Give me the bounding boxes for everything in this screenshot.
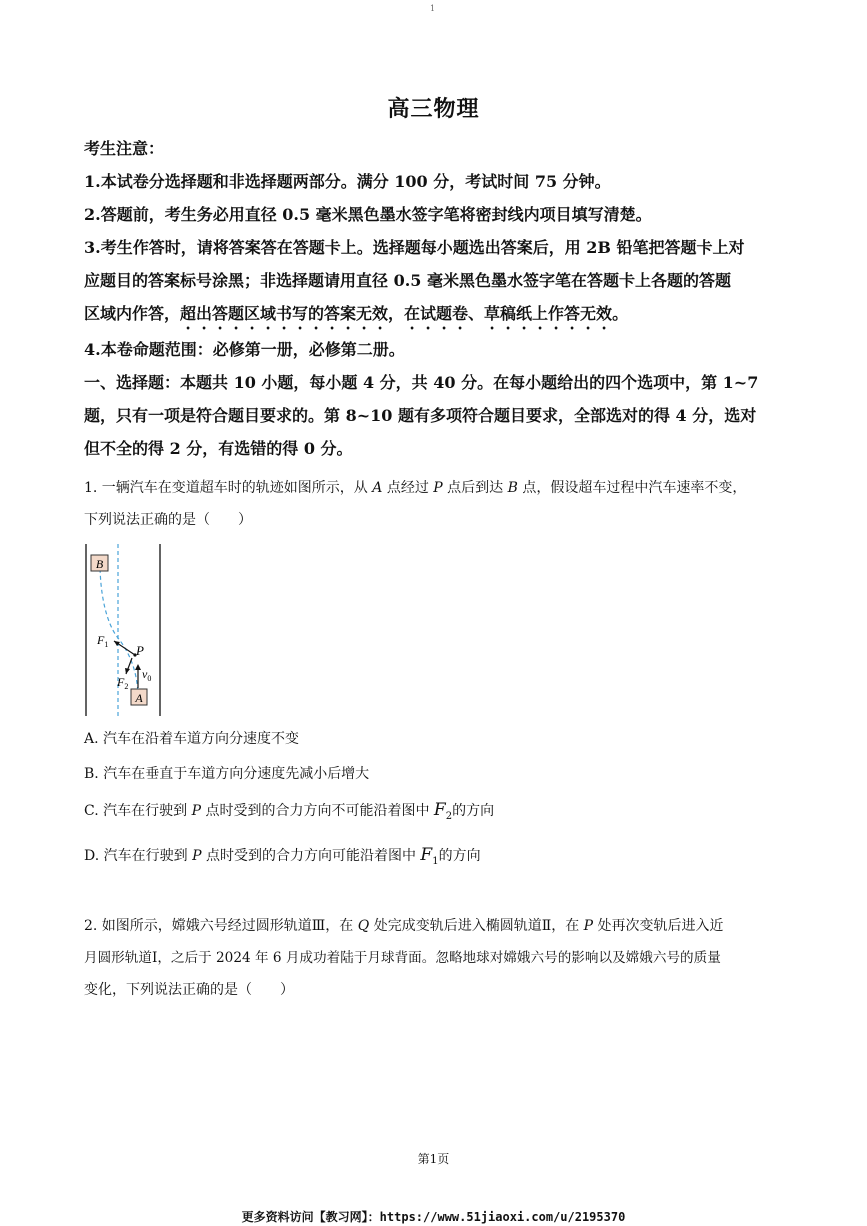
notice-item-3-line-3 [84, 297, 790, 333]
notice-item-4: 4.本卷命题范围：必修第一册，必修第二册。 [84, 340, 405, 359]
lane-change-svg [78, 538, 178, 720]
stem-text: 处再次变轨后进入近 [597, 918, 724, 934]
notice-item-2: 2.答题前，考生务必用直径 0.5 毫米黑色墨水签字笔将密封线内项目填写清楚。 [84, 205, 652, 224]
notice-item-1: 1.本试卷分选择题和非选择题两部分。满分 100 分，考试时间 75 分钟。 [84, 172, 611, 191]
page-top-mark: 1 [430, 4, 436, 13]
option-text: C. 汽车在行驶到 [84, 803, 188, 819]
point-label: P [433, 480, 443, 496]
force-symbol: F [420, 845, 433, 865]
option-text: 的方向 [438, 848, 481, 864]
velocity-v0-label: $v_0$ [142, 667, 152, 683]
question-1-stem [84, 472, 794, 536]
point-label: P [192, 848, 202, 864]
point-label: B [507, 480, 518, 496]
point-label: Q [357, 918, 370, 934]
point-b-label: B [95, 557, 104, 571]
question-1-option-b: B. 汽车在垂直于车道方向分速度先减小后增大 [84, 766, 370, 782]
stem-text: 点经过 [386, 480, 429, 496]
question-1-option-d [84, 845, 794, 867]
section-instructions-line-2: 题，只有一项是符合题目要求的。第 8~10 题有多项符合题目要求，全部选对的得 4 分，选对 [84, 406, 757, 425]
stem-text: 点后到达 [447, 480, 504, 496]
point-label: P [583, 918, 594, 934]
notice-item-3-line-1: 3.考生作答时，请将答案答在答题卡上。选择题每小题选出答案后，用 2B 铅笔把答题卡上对 [84, 238, 745, 257]
question-2-line-1 [84, 910, 794, 942]
velocity-v0-arrowhead [135, 664, 141, 670]
point-label: A [372, 480, 383, 496]
question-2-stem [84, 910, 794, 1006]
source-link[interactable]: 更多资料访问【教习网】：https://www.51jiaoxi.com/u/2195370 [241, 1210, 626, 1224]
emphasis-text: 超出答题区域书写的答案无效 [180, 304, 389, 323]
emphasis-text: 在试题卷、草稿纸上作答无效 [404, 304, 613, 323]
notice-heading: 考生注意： [84, 139, 165, 158]
stem-text: 点，假设超车过程中汽车速率不变， [522, 480, 747, 496]
force-f1-label: $F_1$ [97, 633, 109, 649]
force-f1-arrowhead [114, 641, 120, 646]
option-text: 的方向 [452, 803, 495, 819]
exam-notice [84, 132, 790, 465]
lane-change-diagram [78, 538, 178, 724]
point-p-label: P [136, 643, 144, 658]
option-text: 点时受到的合力方向可能沿着图中 [205, 848, 416, 864]
point-a-label: A [135, 691, 143, 705]
page-number: 第1页 [417, 1152, 450, 1166]
stem-text: 2. 如图所示，嫦娥六号经过圆形轨道Ⅲ，在 [84, 918, 354, 934]
force-subscript: 1 [432, 855, 439, 867]
page-title: 高三物理 [387, 96, 480, 122]
force-symbol: F [433, 800, 446, 820]
force-f2-label: $F_2$ [117, 675, 129, 691]
option-text: 点时受到的合力方向不可能沿着图中 [205, 803, 430, 819]
section-instructions-line-3: 但不全的得 2 分，有选错的得 0 分。 [84, 439, 353, 458]
question-2-line-2: 月圆形轨道Ⅰ，之后于 2024 年 6 月成功着陆于月球背面。忽略地球对嫦娥六号的影响以及嫦娥六号的质量 [84, 950, 721, 966]
notice-text: 。 [612, 304, 629, 323]
stem-text: 处完成变轨后进入椭圆轨道Ⅱ，在 [373, 918, 580, 934]
notice-item-3-line-2: 应题目的答案标号涂黑；非选择题请用直径 0.5 毫米黑色墨水签字笔在答题卡上各题的答题 [84, 271, 731, 290]
question-1-option-c [84, 800, 794, 822]
option-text: D. 汽车在行驶到 [84, 848, 188, 864]
question-2-line-3: 变化，下列说法正确的是（ ） [84, 982, 294, 998]
notice-text: ， [388, 304, 405, 323]
section-instructions-line-1: 一、选择题：本题共 10 小题，每小题 4 分，共 40 分。在每小题给出的四个选项中，第 1~7 [84, 373, 759, 392]
notice-text: 区域内作答， [84, 304, 181, 323]
force-subscript: 2 [445, 810, 453, 822]
stem-text: 1. 一辆汽车在变道超车时的轨迹如图所示，从 [84, 480, 368, 496]
question-1-option-a: A. 汽车在沿着车道方向分速度不变 [84, 731, 300, 747]
question-1-line-2: 下列说法正确的是（ ） [84, 512, 252, 528]
question-1-line-1 [84, 472, 794, 504]
point-label: P [191, 803, 201, 819]
